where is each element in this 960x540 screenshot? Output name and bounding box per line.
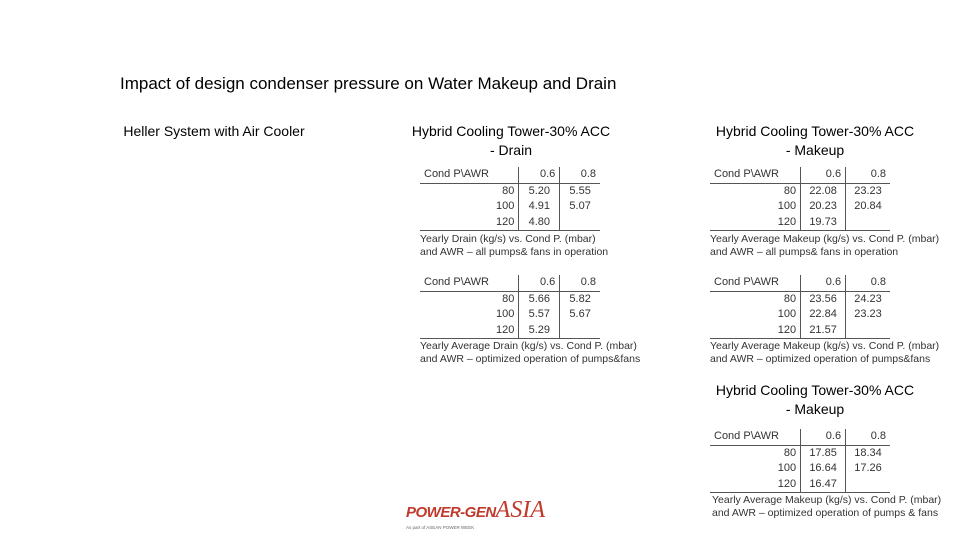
logo-main-text: POWER-GEN — [406, 504, 496, 521]
value-cell — [846, 323, 890, 339]
drain-all-caption — [420, 233, 608, 259]
value-cell: 5.29 — [519, 323, 560, 339]
table-header-row — [710, 429, 890, 445]
caption-line-2: and AWR – all pumps& fans in operation — [710, 246, 899, 258]
row-header-cell: 120 — [420, 323, 519, 339]
logo-subtext: As part of ASEAN POWER WEEK — [406, 525, 475, 530]
table-row — [420, 323, 600, 339]
table-row — [420, 199, 600, 215]
header-cell: 0.8 — [560, 275, 600, 291]
row-header-cell: 100 — [777, 200, 797, 212]
header-cell: 0.6 — [801, 275, 846, 291]
value-cell: 5.67 — [560, 307, 600, 323]
row-header-cell: 100 — [777, 462, 797, 474]
table-row — [420, 183, 600, 199]
table-row — [710, 199, 890, 215]
value-cell: 4.80 — [519, 215, 560, 231]
drain-heading-line-1: Hybrid Cooling Tower-30% ACC — [411, 123, 611, 139]
makeup2-column-heading — [704, 381, 926, 419]
value-cell: 17.85 — [801, 445, 846, 461]
row-header-cell: 120 — [710, 323, 801, 339]
row-header-cell: 100 — [495, 308, 515, 320]
makeup-heading-line-2: - Makeup — [785, 142, 845, 158]
drain-optimized-table — [420, 275, 600, 339]
power-gen-asia-logo — [406, 498, 556, 538]
value-cell — [560, 323, 600, 339]
drain-column-heading — [400, 122, 622, 160]
header-cell: 0.8 — [846, 429, 890, 445]
header-cell: 0.8 — [846, 275, 890, 291]
value-cell: 20.84 — [846, 199, 890, 215]
value-cell: 24.23 — [846, 291, 890, 307]
makeup-optimized-table-2 — [710, 429, 890, 493]
caption-line-1: Yearly Average Makeup (kg/s) vs. Cond P. (mbar) — [710, 340, 940, 352]
value-cell: 5.66 — [519, 291, 560, 307]
table-row — [710, 323, 890, 339]
row-header-cell: 100 — [495, 200, 515, 212]
row-header-cell: 120 — [710, 215, 801, 231]
value-cell: 5.20 — [519, 183, 560, 199]
table-header-row — [420, 275, 600, 291]
header-cell: Cond P\AWR — [420, 275, 519, 291]
value-cell: 16.64 — [801, 461, 846, 477]
row-header-cell: 80 — [783, 292, 797, 305]
makeup-heading-line-1: Hybrid Cooling Tower-30% ACC — [715, 123, 915, 139]
value-cell: 5.57 — [519, 307, 560, 323]
row-header-cell: 120 — [420, 215, 519, 231]
header-cell: Cond P\AWR — [420, 167, 519, 183]
heller-column-heading: Heller System with Air Cooler — [123, 123, 305, 139]
drain-all-table — [420, 167, 600, 231]
table-row — [710, 477, 890, 493]
table-row — [710, 461, 890, 477]
table-header-row — [420, 167, 600, 183]
value-cell: 23.23 — [846, 307, 890, 323]
table-row — [710, 307, 890, 323]
table-row — [420, 291, 600, 307]
caption-line-1: Yearly Average Drain (kg/s) vs. Cond P. (mbar) — [420, 340, 637, 352]
caption-line-1: Yearly Drain (kg/s) vs. Cond P. (mbar) — [420, 233, 596, 245]
drain-heading-line-2: - Drain — [489, 142, 532, 158]
value-cell: 23.56 — [801, 291, 846, 307]
value-cell: 19.73 — [801, 215, 846, 231]
header-cell: 0.6 — [801, 429, 846, 445]
logo-asia-text: ASIA — [495, 497, 545, 523]
value-cell — [560, 215, 600, 231]
makeup-column-heading — [704, 122, 926, 160]
makeup-optimized-caption-2 — [712, 494, 941, 520]
value-cell: 5.55 — [560, 183, 600, 199]
table-row — [710, 445, 890, 461]
value-cell: 23.23 — [846, 183, 890, 199]
header-cell: 0.6 — [801, 167, 846, 183]
caption-line-2: and AWR – optimized operation of pumps & fans — [712, 507, 939, 519]
makeup-all-caption — [710, 233, 939, 259]
value-cell: 5.07 — [560, 199, 600, 215]
row-header-cell: 80 — [502, 184, 515, 197]
value-cell — [846, 477, 890, 493]
value-cell: 22.08 — [801, 183, 846, 199]
table-row — [710, 183, 890, 199]
table-header-row — [710, 275, 890, 291]
row-header-cell: 100 — [777, 308, 797, 320]
makeup-all-table — [710, 167, 890, 231]
caption-line-1: Yearly Average Makeup (kg/s) vs. Cond P. (mbar) — [712, 494, 942, 506]
header-cell: 0.8 — [846, 167, 890, 183]
value-cell: 17.26 — [846, 461, 890, 477]
makeup-optimized-table — [710, 275, 890, 339]
value-cell: 21.57 — [801, 323, 846, 339]
value-cell: 22.84 — [801, 307, 846, 323]
makeup2-heading-line-2: - Makeup — [785, 401, 845, 417]
row-header-cell: 80 — [502, 292, 515, 305]
caption-line-2: and AWR – all pumps& fans in operation — [420, 246, 609, 258]
drain-optimized-caption — [420, 340, 640, 366]
row-header-cell: 120 — [710, 477, 801, 493]
caption-line-1: Yearly Average Makeup (kg/s) vs. Cond P. (mbar) — [710, 233, 940, 245]
table-row — [420, 215, 600, 231]
header-cell: Cond P\AWR — [710, 167, 801, 183]
value-cell — [846, 215, 890, 231]
table-header-row — [710, 167, 890, 183]
header-cell: Cond P\AWR — [710, 275, 801, 291]
value-cell: 16.47 — [801, 477, 846, 493]
header-cell: Cond P\AWR — [710, 429, 801, 445]
slide-title: Impact of design condenser pressure on Water Makeup and Drain — [120, 74, 617, 93]
value-cell: 18.34 — [846, 445, 890, 461]
makeup-optimized-caption — [710, 340, 939, 366]
table-row — [420, 307, 600, 323]
header-cell: 0.6 — [519, 275, 560, 291]
value-cell: 20.23 — [801, 199, 846, 215]
value-cell: 5.82 — [560, 291, 600, 307]
header-cell: 0.6 — [519, 167, 560, 183]
header-cell: 0.8 — [560, 167, 600, 183]
value-cell: 4.91 — [519, 199, 560, 215]
makeup2-heading-line-1: Hybrid Cooling Tower-30% ACC — [715, 382, 915, 398]
table-row — [710, 291, 890, 307]
caption-line-2: and AWR – optimized operation of pumps&fans — [710, 353, 931, 365]
row-header-cell: 80 — [783, 184, 797, 197]
table-row — [710, 215, 890, 231]
caption-line-2: and AWR – optimized operation of pumps&fans — [420, 353, 641, 365]
row-header-cell: 80 — [783, 446, 797, 459]
